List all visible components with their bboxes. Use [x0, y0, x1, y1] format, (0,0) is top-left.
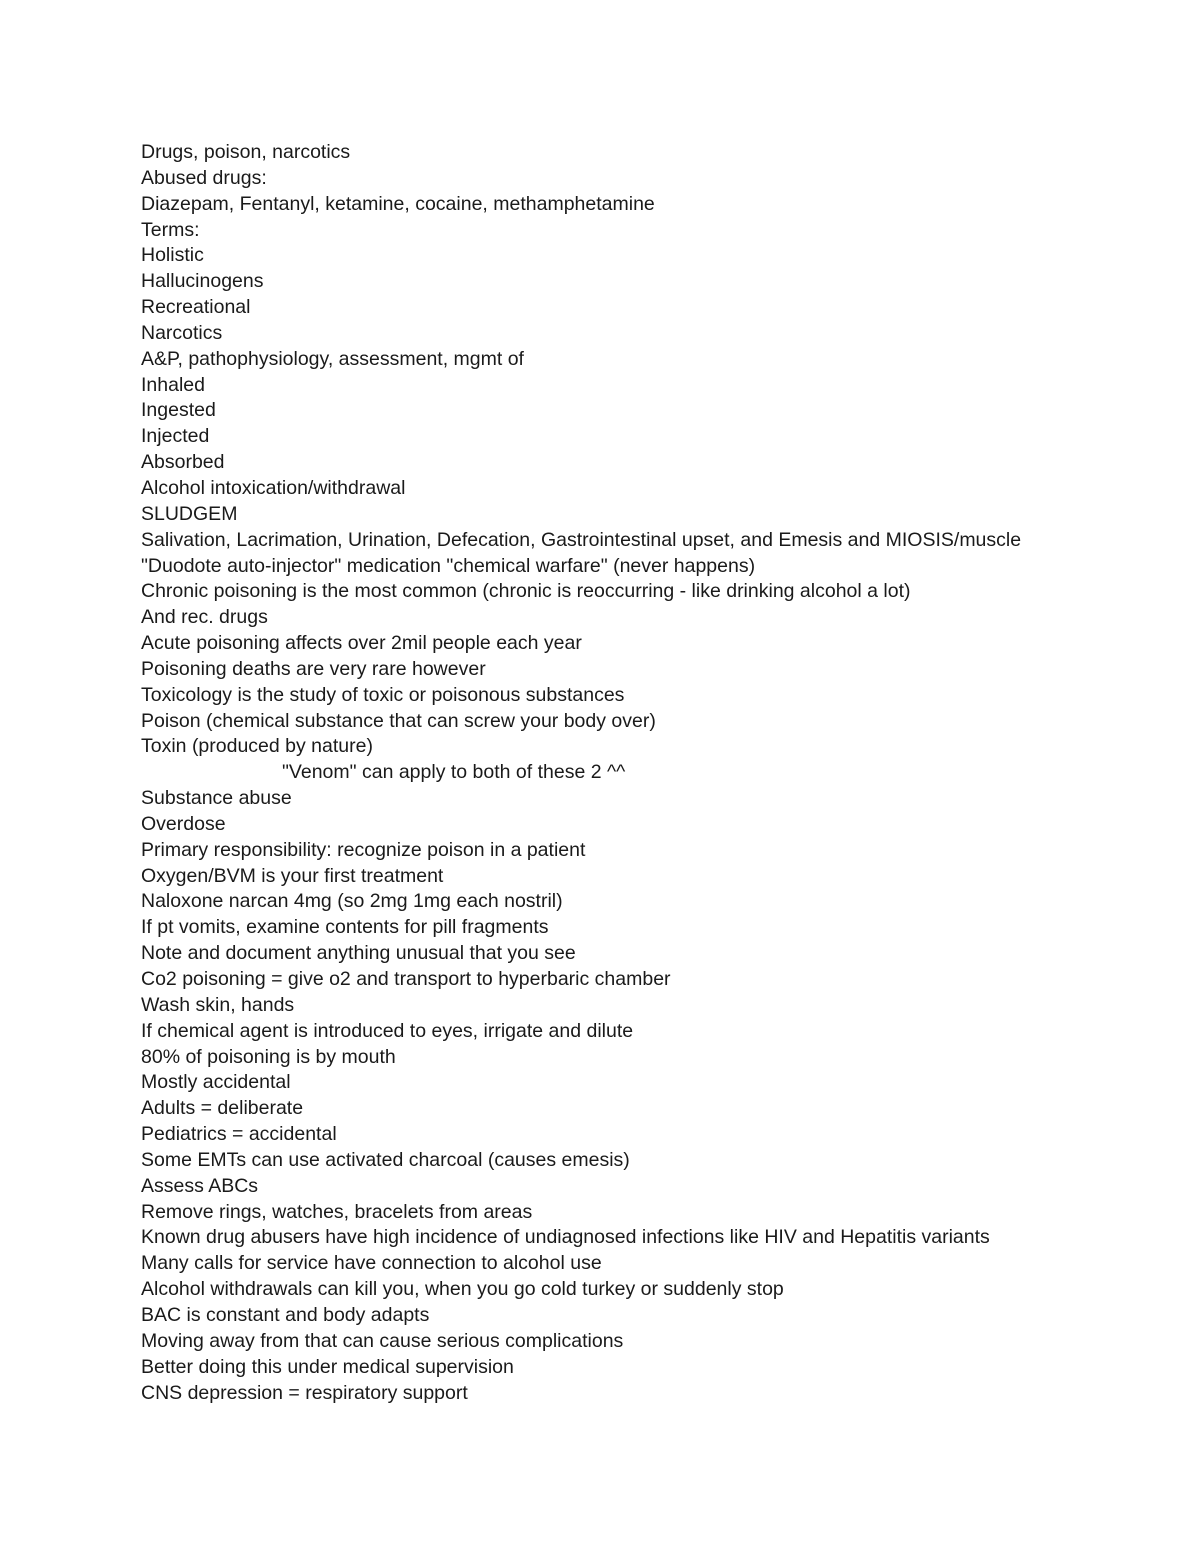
- note-line: SLUDGEM: [141, 502, 238, 525]
- note-line: Alcohol intoxication/withdrawal: [141, 476, 406, 499]
- note-line: Wash skin, hands: [141, 993, 295, 1016]
- note-line: If pt vomits, examine contents for pill fragments: [141, 916, 549, 939]
- note-line: Drugs, poison, narcotics: [141, 141, 351, 163]
- note-line: 80% of poisoning is by mouth: [141, 1045, 396, 1068]
- note-line: Many calls for service have connection to alcohol use: [141, 1252, 602, 1275]
- note-line: "Duodote auto-injector" medication "chemical warfare" (never happens): [141, 554, 756, 577]
- note-line: And rec. drugs: [141, 606, 268, 629]
- note-line: Poison (chemical substance that can screw your body over): [141, 709, 656, 732]
- note-line: Chronic poisoning is the most common (chronic is reoccurring - like drinking alcohol a lot): [141, 580, 911, 603]
- note-line: Salivation, Lacrimation, Urination, Defecation, Gastrointestinal upset, and Emesis and MIOSIS/muscle: [141, 528, 1022, 551]
- note-line: CNS depression = respiratory support: [141, 1381, 468, 1404]
- note-line-indented: "Venom" can apply to both of these 2 ^^: [282, 761, 626, 784]
- note-line: Pediatrics = accidental: [141, 1123, 337, 1146]
- note-line: Primary responsibility: recognize poison in a patient: [141, 838, 586, 861]
- note-line: Holistic: [141, 244, 204, 267]
- note-line: Diazepam, Fentanyl, ketamine, cocaine, methamphetamine: [141, 192, 655, 215]
- note-line: Narcotics: [141, 321, 223, 344]
- note-line: BAC is constant and body adapts: [141, 1303, 430, 1326]
- note-line: Known drug abusers have high incidence of undiagnosed infections like HIV and Hepatitis variants: [141, 1226, 990, 1249]
- note-line: Terms:: [141, 218, 200, 241]
- note-line: Acute poisoning affects over 2mil people each year: [141, 632, 582, 655]
- notes-list: [141, 140, 1141, 1406]
- note-line: Substance abuse: [141, 787, 292, 810]
- note-line: Absorbed: [141, 451, 225, 474]
- note-line: Mostly accidental: [141, 1071, 291, 1094]
- note-line: Abused drugs:: [141, 166, 267, 189]
- note-line: Better doing this under medical supervision: [141, 1355, 514, 1378]
- note-line: If chemical agent is introduced to eyes, irrigate and dilute: [141, 1019, 634, 1042]
- note-line: Alcohol withdrawals can kill you, when you go cold turkey or suddenly stop: [141, 1278, 784, 1301]
- note-line: Ingested: [141, 399, 216, 422]
- note-line: A&P, pathophysiology, assessment, mgmt of: [141, 347, 524, 370]
- note-line: Oxygen/BVM is your first treatment: [141, 864, 444, 887]
- note-line: Naloxone narcan 4mg (so 2mg 1mg each nostril): [141, 890, 563, 913]
- note-line: Hallucinogens: [141, 270, 264, 293]
- note-line: Some EMTs can use activated charcoal (causes emesis): [141, 1148, 630, 1171]
- note-line: Remove rings, watches, bracelets from areas: [141, 1200, 533, 1223]
- note-line: Moving away from that can cause serious complications: [141, 1329, 624, 1352]
- note-line: Injected: [141, 425, 210, 448]
- note-line: Overdose: [141, 812, 226, 835]
- note-line: Recreational: [141, 296, 251, 319]
- note-line: Co2 poisoning = give o2 and transport to hyperbaric chamber: [141, 968, 671, 990]
- note-line: Inhaled: [141, 373, 205, 396]
- note-line: Note and document anything unusual that you see: [141, 942, 576, 965]
- note-line: Assess ABCs: [141, 1174, 259, 1197]
- note-line: Toxicology is the study of toxic or poisonous substances: [141, 683, 625, 706]
- note-line: Toxin (produced by nature): [141, 735, 373, 758]
- note-line: Poisoning deaths are very rare however: [141, 657, 486, 680]
- note-line: Adults = deliberate: [141, 1097, 304, 1120]
